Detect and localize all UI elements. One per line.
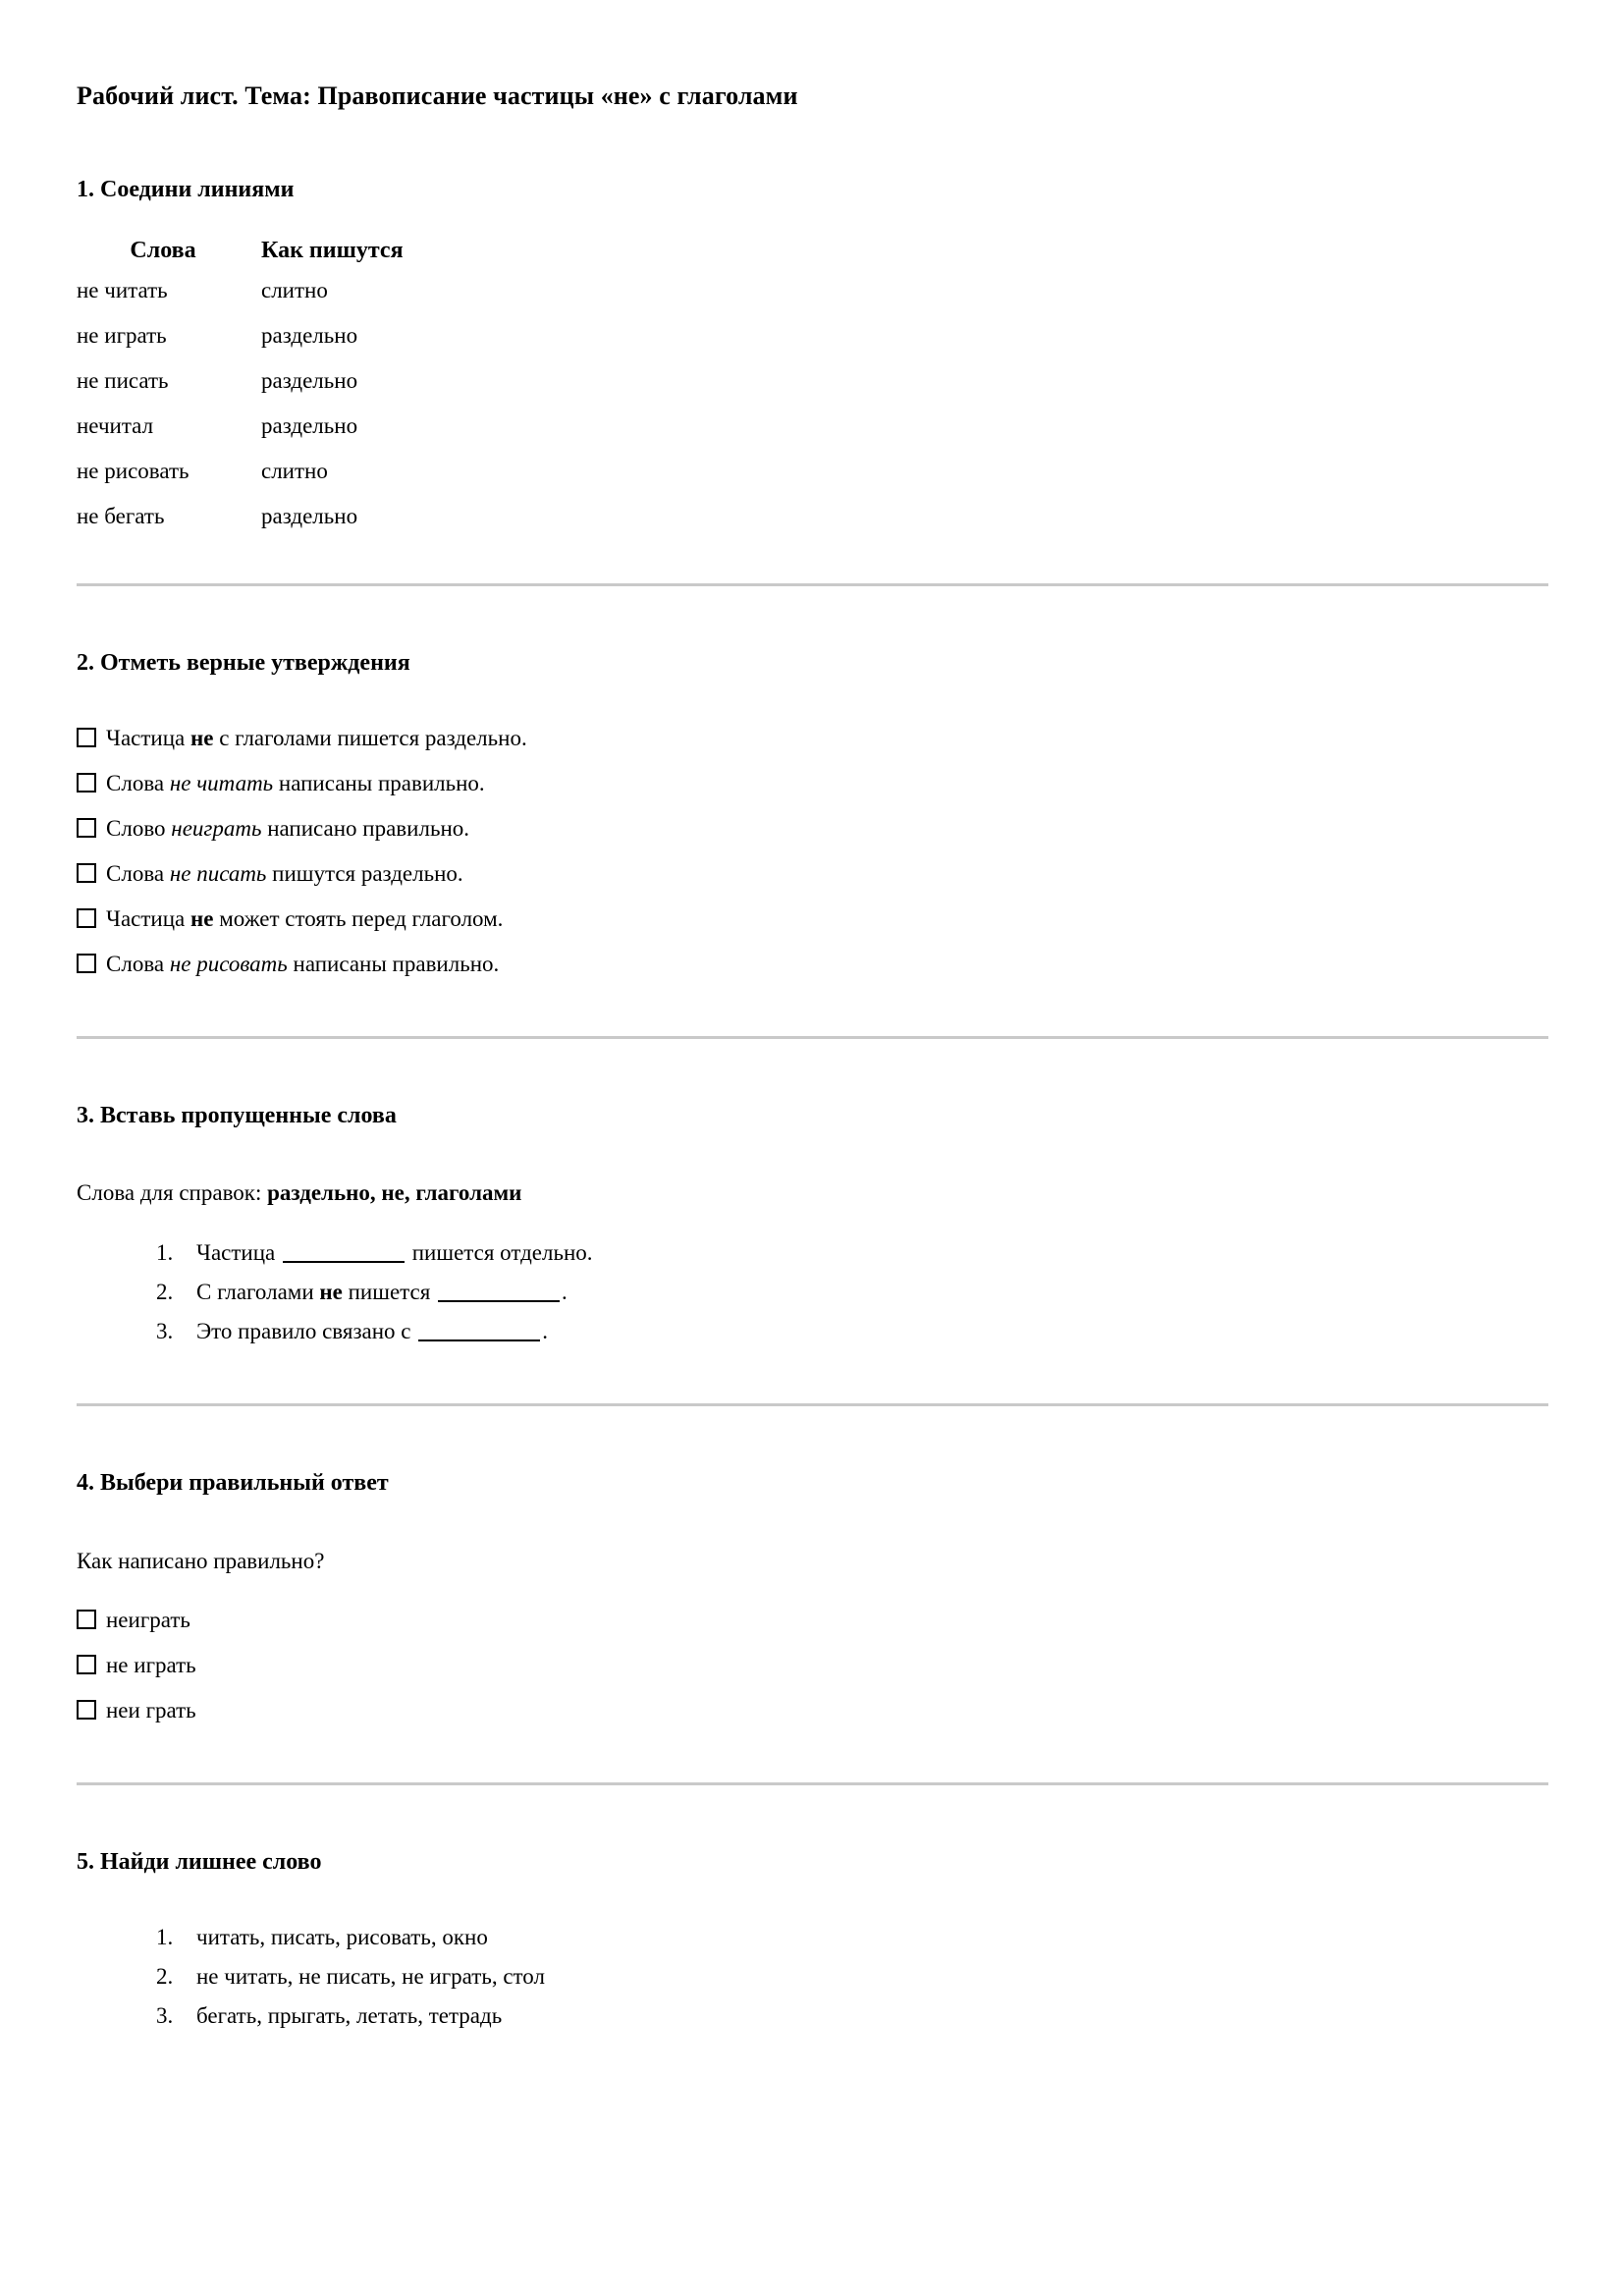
fill-in-blank-item[interactable] bbox=[179, 1281, 1546, 1303]
table-header-row bbox=[77, 239, 404, 279]
item-text-before: Это правило связано с bbox=[196, 1319, 417, 1344]
statement-text-bold: не bbox=[190, 905, 214, 931]
spacer bbox=[77, 975, 1546, 1036]
answer-option[interactable] bbox=[77, 1654, 1546, 1676]
cell-word[interactable]: не читать bbox=[77, 278, 168, 303]
checkbox-list-item[interactable] bbox=[77, 772, 1546, 794]
checkbox-list-item[interactable] bbox=[77, 817, 1546, 840]
task4-heading: 4. Выбери правильный ответ bbox=[77, 1470, 389, 1497]
task5-heading: 5. Найди лишнее слово bbox=[77, 1849, 322, 1876]
blank-input[interactable] bbox=[418, 1322, 540, 1341]
statement-text-after: написано правильно. bbox=[261, 815, 470, 841]
statement-text-before: Слова bbox=[106, 951, 170, 976]
match-table-body bbox=[77, 279, 404, 550]
spacer bbox=[77, 1879, 1546, 1926]
answer-option[interactable] bbox=[77, 1609, 1546, 1631]
task3-heading: 3. Вставь пропущенные слова bbox=[77, 1102, 397, 1128]
statement-text-before: Частица bbox=[106, 905, 190, 931]
true-statements-list bbox=[77, 727, 1546, 975]
item-text-after: . bbox=[542, 1319, 548, 1344]
checkbox-list-item[interactable] bbox=[77, 907, 1546, 930]
blank-input[interactable] bbox=[438, 1283, 560, 1302]
checkbox-icon[interactable] bbox=[77, 954, 96, 973]
checkbox-list-item[interactable] bbox=[77, 727, 1546, 749]
table-row[interactable] bbox=[77, 324, 404, 369]
spacer bbox=[77, 1208, 1546, 1241]
cell-how[interactable]: слитно bbox=[261, 278, 328, 303]
checkbox-icon[interactable] bbox=[77, 908, 96, 928]
statement-text-before: Слова bbox=[106, 770, 170, 795]
checkbox-icon[interactable] bbox=[77, 773, 96, 793]
spacer bbox=[77, 1785, 1546, 1846]
item-text-after: . bbox=[562, 1280, 568, 1305]
odd-one-out-item[interactable]: 3. бегать, прыгать, летать, тетрадь bbox=[179, 2004, 1546, 2027]
spacer bbox=[77, 1039, 1546, 1100]
spacer bbox=[77, 1406, 1546, 1467]
cell-word[interactable]: не играть bbox=[77, 323, 167, 349]
spacer bbox=[77, 113, 1546, 174]
statement-text-before: Слова bbox=[106, 860, 170, 886]
blank-input[interactable] bbox=[283, 1243, 405, 1263]
statement-text-after: с глаголами пишется раздельно. bbox=[213, 725, 527, 750]
cell-word[interactable]: нечитал bbox=[77, 413, 154, 439]
table-row[interactable] bbox=[77, 460, 404, 505]
reference-words-label: Слова для справок: bbox=[77, 1180, 268, 1206]
spacer bbox=[77, 680, 1546, 727]
odd-one-out-list bbox=[77, 1926, 1546, 2027]
odd-one-out-item[interactable]: 1. читать, писать, рисовать, окно bbox=[179, 1926, 1546, 1948]
checkbox-icon[interactable] bbox=[77, 863, 96, 883]
fill-in-blank-item[interactable] bbox=[179, 1241, 1546, 1264]
cell-how[interactable]: раздельно bbox=[261, 368, 358, 394]
cell-how[interactable]: слитно bbox=[261, 459, 328, 484]
cell-how[interactable]: раздельно bbox=[261, 323, 358, 349]
checkbox-list-item[interactable] bbox=[77, 953, 1546, 975]
item-text-after: пишется отдельно. bbox=[406, 1240, 593, 1266]
spacer bbox=[77, 1722, 1546, 1782]
statement-text-bold: не bbox=[190, 725, 214, 750]
statement-text-italic: не писать bbox=[169, 860, 267, 886]
cell-word[interactable]: не бегать bbox=[77, 504, 165, 529]
table-row[interactable] bbox=[77, 369, 404, 414]
statement-text-italic: не читать bbox=[169, 770, 274, 795]
reference-words-line bbox=[77, 1178, 1546, 1208]
answer-option-label: не играть bbox=[106, 1653, 196, 1678]
statement-text-italic: неиграть bbox=[171, 815, 262, 841]
statement-text-after: может стоять перед глаголом. bbox=[213, 905, 504, 931]
statement-text-after: написаны правильно. bbox=[273, 770, 485, 795]
answer-options-list bbox=[77, 1609, 1546, 1722]
page-title: Рабочий лист. Тема: Правописание частицы «не» с глаголами bbox=[77, 82, 798, 110]
item-text-mid: пишется bbox=[342, 1280, 437, 1305]
table-row[interactable] bbox=[77, 279, 404, 324]
odd-one-out-item[interactable]: 2. не читать, не писать, не играть, стол bbox=[179, 1965, 1546, 1988]
answer-option-label: неиграть bbox=[106, 1608, 190, 1633]
reference-words-value: раздельно, не, глаголами bbox=[267, 1180, 522, 1206]
table-row[interactable] bbox=[77, 414, 404, 460]
checkbox-icon[interactable] bbox=[77, 1655, 96, 1674]
spacer bbox=[77, 550, 1546, 583]
spacer bbox=[77, 586, 1546, 647]
task4-question: Как написано правильно? bbox=[77, 1548, 325, 1573]
spacer bbox=[77, 1131, 1546, 1178]
cell-word[interactable]: не писать bbox=[77, 368, 169, 394]
answer-option-label: неи грать bbox=[106, 1698, 196, 1723]
spacer bbox=[77, 1500, 1546, 1547]
item-text-bold: не bbox=[319, 1280, 343, 1305]
spacer bbox=[77, 1575, 1546, 1609]
table-row[interactable] bbox=[77, 505, 404, 550]
checkbox-list-item[interactable] bbox=[77, 862, 1546, 885]
fill-in-blanks-list bbox=[77, 1241, 1546, 1342]
match-words-table bbox=[77, 239, 404, 550]
statement-text-after: пишутся раздельно. bbox=[266, 860, 463, 886]
checkbox-icon[interactable] bbox=[77, 1610, 96, 1629]
spacer bbox=[77, 205, 1546, 239]
checkbox-icon[interactable] bbox=[77, 818, 96, 838]
cell-how[interactable]: раздельно bbox=[261, 504, 358, 529]
statement-text-italic: не рисовать bbox=[169, 951, 288, 976]
statement-text-before: Частица bbox=[106, 725, 190, 750]
item-text-before: С глаголами bbox=[196, 1280, 320, 1305]
item-text-before: Частица bbox=[196, 1240, 281, 1266]
statement-text-before: Слово bbox=[106, 815, 172, 841]
task1-heading: 1. Соедини линиями bbox=[77, 177, 295, 203]
cell-word[interactable]: не рисовать bbox=[77, 459, 189, 484]
task2-heading: 2. Отметь верные утверждения bbox=[77, 650, 410, 677]
checkbox-icon[interactable] bbox=[77, 728, 96, 747]
fill-in-blank-item[interactable] bbox=[179, 1320, 1546, 1342]
spacer bbox=[77, 1342, 1546, 1403]
answer-option[interactable] bbox=[77, 1699, 1546, 1722]
cell-how[interactable]: раздельно bbox=[261, 413, 358, 439]
column-header-how: Как пишутся bbox=[261, 238, 404, 264]
checkbox-icon[interactable] bbox=[77, 1700, 96, 1720]
column-header-words: Слова bbox=[130, 238, 196, 264]
statement-text-after: написаны правильно. bbox=[287, 951, 500, 976]
